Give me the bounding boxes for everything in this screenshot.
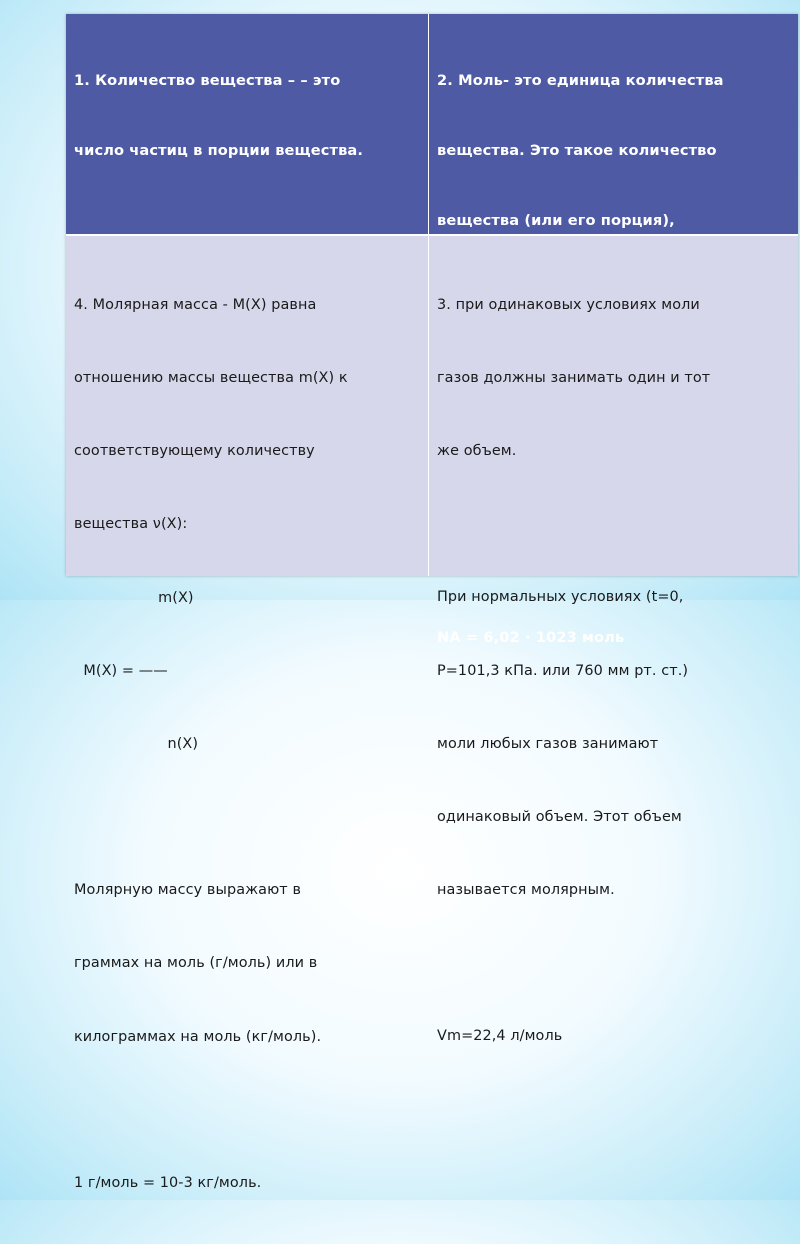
cell-line: Молярную массу выражают в — [74, 882, 302, 899]
cell-line: число частиц в порции вещества. — [74, 142, 364, 160]
cell-line: 2. Моль- это единица количества — [437, 72, 724, 90]
cell-line: называется молярным. — [437, 882, 615, 899]
cell-line: соответствующему количеству — [74, 443, 315, 460]
cell-line: отношению массы вещества m(X) к — [74, 370, 348, 387]
cell-amount-of-substance — [66, 14, 429, 236]
cell-line: вещества ν(X): — [74, 516, 188, 533]
line-gap — [74, 1098, 420, 1122]
cell-line: NA = 6,02 · 1023 моль — [437, 629, 625, 647]
content-table — [66, 14, 798, 1191]
cell-line: же объем. — [437, 443, 517, 460]
line-gap — [437, 951, 790, 975]
cell-molar-mass — [66, 236, 429, 1191]
cell-line: граммах на моль (г/моль) или в — [74, 955, 318, 972]
line-gap — [74, 805, 420, 829]
cell-line: вещества. Это такое количество — [437, 142, 717, 160]
cell-line: газов должны занимать один и тот — [437, 370, 711, 387]
cell-line: 1. Количество вещества – – это — [74, 72, 341, 90]
formula-fraction: M(X) = —— — [74, 662, 168, 679]
cell-line: 3. при одинаковых условиях моли — [437, 296, 700, 313]
cell-line: 4. Молярная масса - M(X) равна — [74, 296, 317, 313]
cell-line: При нормальных условиях (t=0, — [437, 589, 684, 606]
cell-line: 1 г/моль = 10-3 кг/моль. — [74, 1174, 262, 1191]
line-gap — [437, 512, 790, 536]
formula-numerator: m(X) — [74, 589, 194, 606]
cell-line: вещества (или его порция), — [437, 211, 675, 229]
cell-line: моли любых газов занимают — [437, 735, 659, 752]
cell-line: P=101,3 кПа. или 760 мм рт. ст.) — [437, 662, 689, 679]
cell-line: Vm=22,4 л/моль — [437, 1028, 563, 1045]
cell-line: килограммах на моль (кг/моль). — [74, 1028, 322, 1045]
cell-line: одинаковый объем. Этот объем — [437, 808, 682, 825]
formula-denominator: n(X) — [74, 736, 199, 753]
line-gap — [74, 209, 420, 232]
